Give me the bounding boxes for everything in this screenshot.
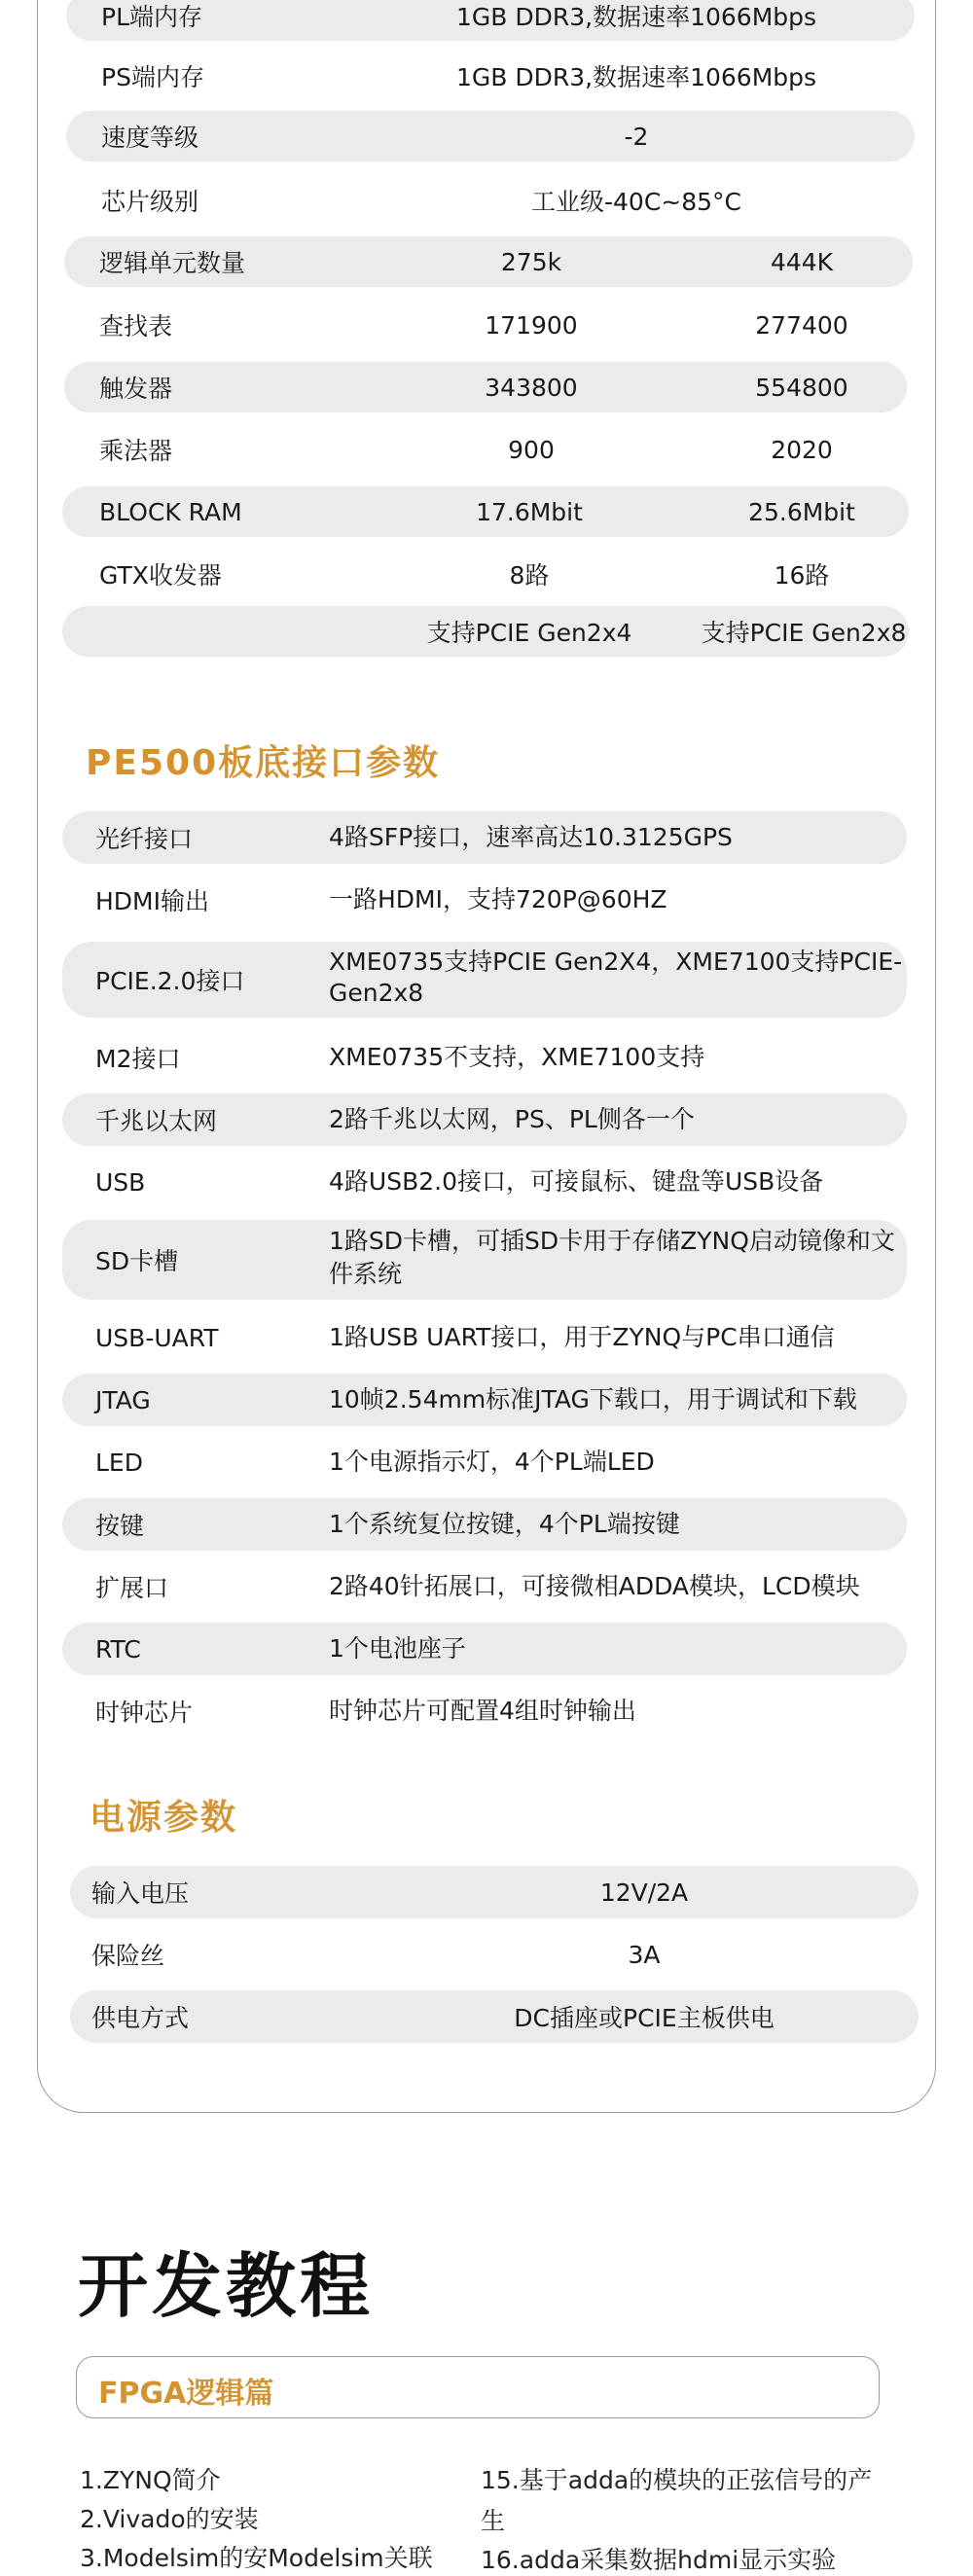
table-row bbox=[62, 1156, 907, 1208]
table-row bbox=[62, 811, 907, 864]
table-row bbox=[62, 1031, 907, 1084]
row-value: 171900 bbox=[485, 310, 578, 340]
table-row bbox=[62, 549, 909, 599]
table-row bbox=[62, 1436, 907, 1488]
row-value: 444K bbox=[770, 247, 834, 276]
row-label: 保险丝 bbox=[91, 1942, 165, 1970]
row-label: PCIE.2.0接口 bbox=[95, 967, 245, 995]
row-label: RTC bbox=[95, 1634, 141, 1664]
table-row bbox=[62, 1093, 907, 1146]
row-value: 1路SD卡槽，可插SD卡用于存储ZYNQ启动镜像和文 bbox=[329, 1227, 895, 1255]
row-value: 554800 bbox=[755, 373, 848, 402]
tutorial-list-item[interactable]: 15.基于adda的模块的正弦信号的产 bbox=[481, 2466, 873, 2494]
row-value: 1GB DDR3,数据速率1066Mbps bbox=[455, 3, 817, 31]
row-value: 1个系统复位按键，4个PL端按键 bbox=[329, 1510, 680, 1538]
table-row bbox=[70, 1928, 919, 1981]
row-label: LED bbox=[95, 1448, 143, 1477]
tutorial-tab[interactable] bbox=[76, 2356, 880, 2418]
row-value: 8路 bbox=[509, 561, 550, 590]
row-value: 275k bbox=[500, 247, 562, 276]
row-label: 光纤接口 bbox=[95, 825, 194, 853]
table-row bbox=[62, 1623, 907, 1675]
table-row bbox=[64, 300, 913, 350]
row-value: 支持PCIE Gen2x4 bbox=[426, 619, 632, 647]
tutorial-list-item[interactable]: 16.adda采集数据hdmi显示实验 bbox=[481, 2546, 837, 2574]
row-label: SD卡槽 bbox=[95, 1247, 179, 1275]
row-label: 乘法器 bbox=[99, 437, 173, 465]
table-row bbox=[62, 1498, 907, 1551]
tutorial-tab-label: FPGA逻辑篇 bbox=[98, 2377, 274, 2411]
row-label: USB-UART bbox=[95, 1323, 219, 1352]
tutorial-list-item[interactable]: 3.Modelsim的安Modelsim关联 bbox=[80, 2544, 433, 2572]
section-title: PE500板底接口参数 bbox=[86, 743, 441, 783]
row-label: 千兆以太网 bbox=[95, 1107, 218, 1135]
row-value: -2 bbox=[624, 122, 649, 151]
row-value: 时钟芯片可配置4组时钟输出 bbox=[329, 1697, 636, 1725]
row-value: 16路 bbox=[774, 561, 830, 590]
row-label: 逻辑单元数量 bbox=[99, 249, 246, 277]
table-row bbox=[62, 1685, 907, 1737]
row-value: 343800 bbox=[485, 373, 578, 402]
table-row bbox=[66, 111, 915, 161]
section-title: 电源参数 bbox=[90, 1798, 238, 1838]
row-value: 12V/2A bbox=[599, 1878, 689, 1907]
row-value: XME0735不支持，XME7100支持 bbox=[329, 1043, 705, 1071]
tutorial-list-item-continued[interactable]: 生 bbox=[481, 2507, 506, 2535]
row-label: 供电方式 bbox=[91, 2004, 190, 2032]
row-label: JTAG bbox=[95, 1385, 151, 1414]
table-row bbox=[62, 1220, 907, 1300]
row-label: 芯片级别 bbox=[101, 188, 199, 216]
row-value: 2路40针拓展口，可接微相ADDA模块，LCD模块 bbox=[329, 1572, 860, 1600]
row-value: XME0735支持PCIE Gen2X4，XME7100支持PCIE- bbox=[329, 948, 903, 976]
row-value: 1个电源指示灯，4个PL端LED bbox=[329, 1448, 655, 1476]
row-label: 速度等级 bbox=[101, 124, 199, 152]
table-row bbox=[62, 874, 907, 926]
row-label: 查找表 bbox=[99, 312, 173, 340]
table-row bbox=[62, 1311, 907, 1364]
table-row bbox=[62, 1560, 907, 1613]
row-value: 一路HDMI，支持720P@60HZ bbox=[329, 885, 667, 913]
row-label: PL端内存 bbox=[101, 3, 203, 31]
row-value: 17.6Mbit bbox=[476, 497, 583, 526]
row-value: 900 bbox=[508, 435, 555, 464]
row-label: M2接口 bbox=[95, 1045, 181, 1073]
row-value-continued: Gen2x8 bbox=[329, 979, 424, 1007]
row-value: 支持PCIE Gen2x8 bbox=[701, 619, 907, 647]
tutorial-list-item[interactable]: 1.ZYNQ简介 bbox=[80, 2466, 221, 2494]
row-label: 按键 bbox=[95, 1512, 145, 1540]
table-row bbox=[70, 1990, 919, 2043]
table-row bbox=[70, 1866, 919, 1918]
table-row bbox=[64, 424, 913, 475]
row-value: 277400 bbox=[755, 310, 848, 340]
row-label: GTX收发器 bbox=[99, 561, 222, 590]
row-value: 2路千兆以太网，PS、PL侧各一个 bbox=[329, 1105, 695, 1133]
row-label: PS端内存 bbox=[101, 63, 204, 91]
row-label: USB bbox=[95, 1167, 146, 1197]
row-value: 1GB DDR3,数据速率1066Mbps bbox=[455, 63, 817, 91]
row-label: 时钟芯片 bbox=[95, 1699, 194, 1727]
row-value: 2020 bbox=[771, 435, 833, 464]
row-value: 3A bbox=[628, 1940, 661, 1969]
row-label: 输入电压 bbox=[91, 1879, 190, 1908]
table-row bbox=[66, 175, 915, 226]
table-row bbox=[62, 606, 909, 657]
table-row bbox=[62, 486, 909, 537]
row-label: 扩展口 bbox=[95, 1574, 169, 1602]
table-row bbox=[66, 0, 915, 41]
row-value: 25.6Mbit bbox=[748, 497, 855, 526]
row-value: 1路USB UART接口，用于ZYNQ与PC串口通信 bbox=[329, 1323, 835, 1351]
row-value: 工业级-40C~85°C bbox=[530, 188, 741, 216]
row-label: 触发器 bbox=[99, 375, 173, 403]
row-value: 4路SFP接口，速率高达10.3125GPS bbox=[329, 823, 733, 851]
table-row bbox=[62, 942, 907, 1018]
table-row bbox=[66, 51, 915, 101]
row-label: HDMI输出 bbox=[95, 887, 209, 915]
row-value: 4路USB2.0接口，可接鼠标、键盘等USB设备 bbox=[329, 1167, 824, 1196]
table-row bbox=[64, 362, 907, 412]
tutorial-list-item[interactable]: 2.Vivado的安装 bbox=[80, 2505, 259, 2533]
tutorial-title: 开发教程 bbox=[78, 2245, 375, 2327]
table-row bbox=[62, 1374, 907, 1426]
row-value: DC插座或PCIE主板供电 bbox=[514, 2004, 775, 2032]
row-value: 1个电池座子 bbox=[329, 1634, 466, 1663]
row-value: 10帧2.54mm标准JTAG下载口，用于调试和下载 bbox=[329, 1385, 857, 1413]
row-label: BLOCK RAM bbox=[99, 497, 242, 526]
row-value-continued: 件系统 bbox=[329, 1260, 403, 1288]
table-row bbox=[64, 236, 913, 287]
